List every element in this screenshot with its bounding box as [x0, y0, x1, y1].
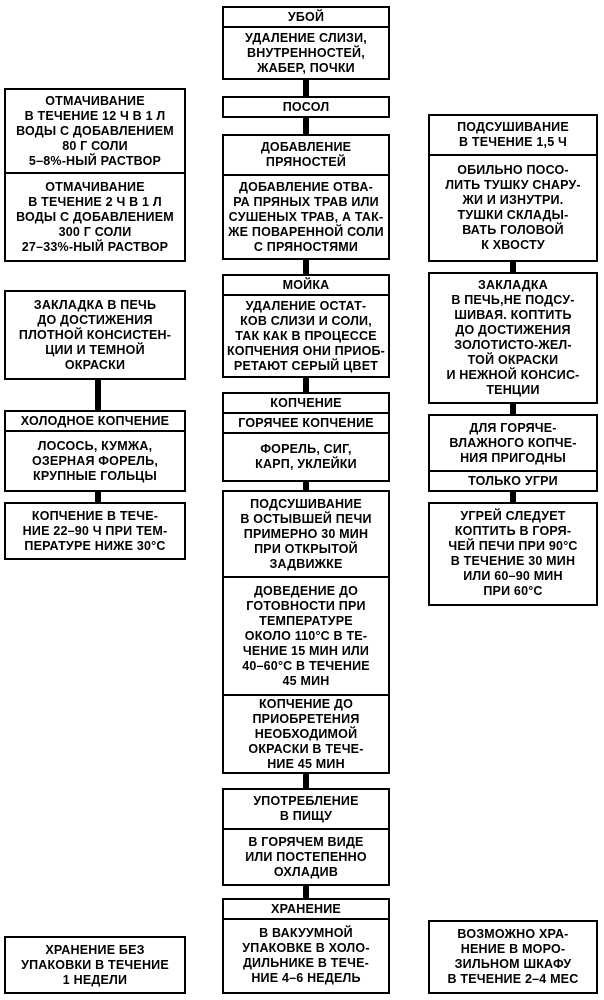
dobavlenie-hdr-box: ДОБАВЛЕНИЕ ПРЯНОСТЕЙ: [222, 134, 390, 176]
hranenie-right-box: ВОЗМОЖНО ХРА- НЕНИЕ В МОРО- ЗИЛЬНОМ ШКАФУ В ТЕЧЕНИЕ 2–4 МЕС: [428, 920, 598, 994]
ugri-hdr-box: ТОЛЬКО УГРИ: [428, 470, 598, 492]
goryachee-hdr-box: ГОРЯЧЕЕ КОПЧЕНИЕ: [222, 412, 390, 434]
kopchenie-box: КОПЧЕНИЕ: [222, 392, 390, 414]
upotreblenie-hdr-box: УПОТРЕБЛЕНИЕ В ПИЩУ: [222, 788, 390, 830]
goryachee-fish-box: ФОРЕЛЬ, СИГ, КАРП, УКЛЕЙКИ: [222, 432, 390, 482]
udalenie-box: УДАЛЕНИЕ СЛИЗИ, ВНУТРЕННОСТЕЙ, ЖАБЕР, ПОЧКИ: [222, 26, 390, 80]
holodnoe-fish-box: ЛОСОСЬ, КУМЖА, ОЗЕРНАЯ ФОРЕЛЬ, КРУПНЫЕ ГОЛЬЦЫ: [4, 430, 186, 492]
otmach1-box: ОТМАЧИВАНИЕ В ТЕЧЕНИЕ 12 Ч В 1 Л ВОДЫ С ДОБАВЛЕНИЕМ 80 Г СОЛИ 5–8%-НЫЙ РАСТВОР: [4, 88, 186, 174]
dobavlenie-body-box: ДОБАВЛЕНИЕ ОТВА- РА ПРЯНЫХ ТРАВ ИЛИ СУШЕНЫХ ТРАВ, А ТАК- ЖЕ ПОВАРЕННОЙ СОЛИ С ПРЯНОСТЯМИ: [222, 174, 390, 260]
holodnoe-time-box: КОПЧЕНИЕ В ТЕЧЕ- НИЕ 22–90 Ч ПРИ ТЕМ- ПЕРАТУРЕ НИЖЕ 30°С: [4, 502, 186, 560]
hranenie-left-box: ХРАНЕНИЕ БЕЗ УПАКОВКИ В ТЕЧЕНИЕ 1 НЕДЕЛИ: [4, 936, 186, 994]
holodnoe-hdr-box: ХОЛОДНОЕ КОПЧЕНИЕ: [4, 410, 186, 432]
podsush-right-box: ПОДСУШИВАНИЕ В ТЕЧЕНИЕ 1,5 Ч: [428, 114, 598, 156]
otmach2-box: ОТМАЧИВАНИЕ В ТЕЧЕНИЕ 2 Ч В 1 Л ВОДЫ С ДОБАВЛЕНИЕМ 300 Г СОЛИ 27–33%-НЫЙ РАСТВОР: [4, 172, 186, 262]
ugri-body-box: УГРЕЙ СЛЕДУЕТ КОПТИТЬ В ГОРЯ- ЧЕЙ ПЕЧИ ПРИ 90°С В ТЕЧЕНИЕ 30 МИН ИЛИ 60–90 МИН ПРИ 60°С: [428, 502, 598, 606]
uboy-box: УБОЙ: [222, 6, 390, 28]
connector-center-2: [303, 118, 309, 134]
hranenie-hdr-box: ХРАНЕНИЕ: [222, 898, 390, 920]
kopchenie-do-box: КОПЧЕНИЕ ДО ПРИОБРЕТЕНИЯ НЕОБХОДИМОЙ ОКРАСКИ В ТЕЧЕ- НИЕ 45 МИН: [222, 694, 390, 774]
moyka-body-box: УДАЛЕНИЕ ОСТАТ- КОВ СЛИЗИ И СОЛИ, ТАК КАК В ПРОЦЕССЕ КОПЧЕНИЯ ОНИ ПРИОБ- РЕТАЮТ СЕРЫЙ ЦВЕТ: [222, 294, 390, 378]
hranenie-body-box: В ВАКУУМНОЙ УПАКОВКЕ В ХОЛО- ДИЛЬНИКЕ В ТЕЧЕ- НИЕ 4–6 НЕДЕЛЬ: [222, 918, 390, 994]
dlya-box: ДЛЯ ГОРЯЧЕ- ВЛАЖНОГО КОПЧЕ- НИЯ ПРИГОДНЫ: [428, 414, 598, 472]
obilno-box: ОБИЛЬНО ПОСО- ЛИТЬ ТУШКУ СНАРУ- ЖИ И ИЗНУТРИ. ТУШКИ СКЛАДЫ- ВАТЬ ГОЛОВОЙ К ХВОСТУ: [428, 154, 598, 262]
zakladka-left-box: ЗАКЛАДКА В ПЕЧЬ ДО ДОСТИЖЕНИЯ ПЛОТНОЙ КОНСИСТЕН- ЦИИ И ТЕМНОЙ ОКРАСКИ: [4, 290, 186, 380]
moyka-hdr-box: МОЙКА: [222, 274, 390, 296]
dovedenie-box: ДОВЕДЕНИЕ ДО ГОТОВНОСТИ ПРИ ТЕМПЕРАТУРЕ ОКОЛО 110°С В ТЕ- ЧЕНИЕ 15 МИН ИЛИ 40–60°С В ТЕЧЕНИЕ 45 МИН: [222, 576, 390, 696]
podsush-center-box: ПОДСУШИВАНИЕ В ОСТЫВШЕЙ ПЕЧИ ПРИМЕРНО 30 МИН ПРИ ОТКРЫТОЙ ЗАДВИЖКЕ: [222, 490, 390, 578]
posol-box: ПОСОЛ: [222, 96, 390, 118]
connector-center-1: [303, 78, 309, 98]
upotreblenie-body-box: В ГОРЯЧЕМ ВИДЕ ИЛИ ПОСТЕПЕННО ОХЛАДИВ: [222, 828, 390, 886]
connector-left-1: [95, 378, 101, 412]
zakladka-right-box: ЗАКЛАДКА В ПЕЧЬ,НЕ ПОДСУ- ШИВАЯ. КОПТИТЬ ДО ДОСТИЖЕНИЯ ЗОЛОТИСТО-ЖЕЛ- ТОЙ ОКРАСКИ И НЕЖНОЙ КОНСИС- ТЕНЦИИ: [428, 272, 598, 404]
